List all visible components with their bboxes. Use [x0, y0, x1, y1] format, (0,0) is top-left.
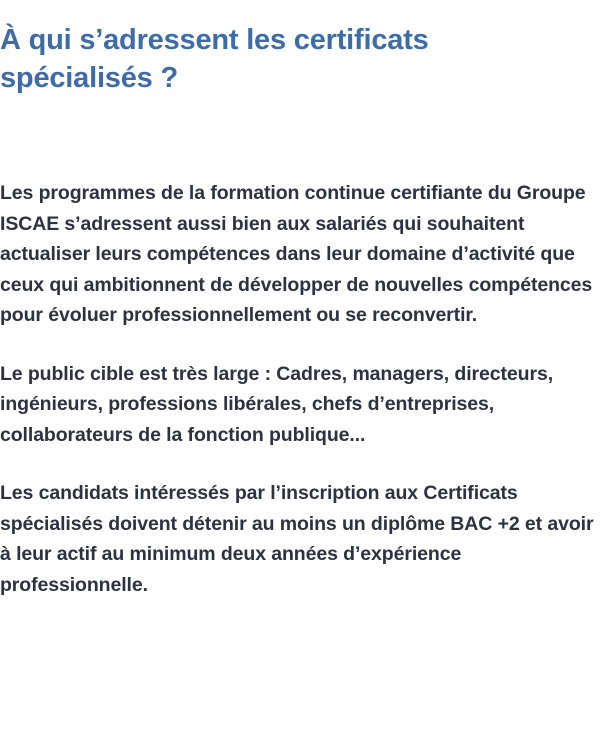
paragraph: Le public cible est très large : Cadres, managers, directeurs, ingénieurs, professions libérales, chefs d’entreprises, collaborateurs de la fonction publique... [0, 362, 554, 446]
body-content [0, 178, 600, 600]
page-title: À qui s’adressent les certificats spécialisés ? [0, 24, 429, 95]
paragraph: Les programmes de la formation continue certifiante du Groupe ISCAE s’adressent aussi bien aux salariés qui souhaitent actualiser leurs compétences dans leur domaine d’activité que ceux qui ambitionnent de développer de nouvelles compétences pour évoluer professionnellement ou se reconvertir. [0, 182, 593, 326]
paragraph: Les candidats intéressés par l’inscription aux Certificats spécialisés doivent détenir au moins un diplôme BAC +2 et avoir à leur actif au minimum deux années d’expérience professionnelle. [0, 482, 594, 596]
